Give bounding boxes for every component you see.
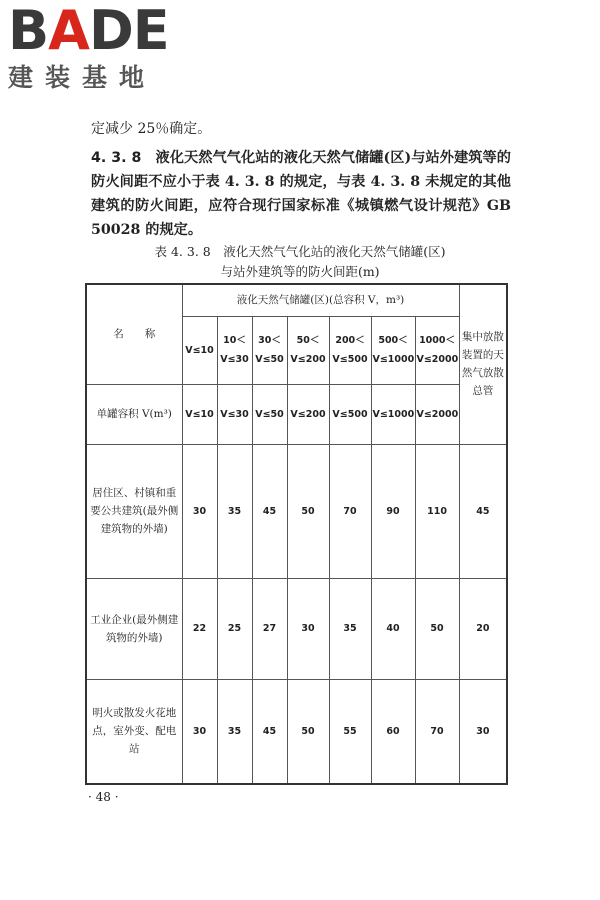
value-cell: [217, 679, 252, 784]
row-value: 70: [430, 725, 444, 737]
row-value: 45: [262, 725, 277, 737]
table-caption-line-1: 表 4. 3. 8 液化天然气气化站的液化天然气储罐(区): [154, 244, 446, 259]
row-value: 70: [343, 505, 357, 517]
value-cell: [329, 444, 371, 578]
value-cell: [415, 444, 459, 578]
row-value: 40: [386, 623, 400, 634]
row-value: 60: [386, 725, 400, 737]
value-cell: [459, 444, 507, 578]
value-cell: [287, 679, 329, 784]
section-number: 4. 3. 8: [91, 150, 142, 166]
volume-range: V≤10: [185, 344, 214, 356]
row-name-cell: [86, 679, 182, 784]
last-col-header-cell: [459, 284, 507, 444]
single-tank-cell: [415, 384, 459, 444]
value-cell: [182, 679, 217, 784]
name-header: 名 称: [113, 328, 156, 341]
volume-range: 50＜V≤200: [290, 335, 326, 365]
row-value: 25: [227, 623, 242, 634]
value-cell: [287, 578, 329, 679]
row-value: 55: [343, 725, 357, 737]
single-tank-cell: [371, 384, 415, 444]
table-row: [86, 444, 507, 578]
single-tank-cell: [182, 384, 217, 444]
volume-range: 200＜V≤500: [332, 335, 368, 365]
single-tank-value: V≤2000: [416, 408, 459, 420]
row-value: 30: [301, 623, 315, 634]
volume-range: 10＜V≤30: [220, 335, 249, 365]
table-row: [86, 679, 507, 784]
row-name-cell: [86, 444, 182, 578]
single-tank-value: V≤1000: [372, 408, 415, 420]
single-tank-cell: [287, 384, 329, 444]
row-name-cell: [86, 578, 182, 679]
value-cell: [182, 578, 217, 679]
group-header: 液化天然气储罐(区)(总容积 V，m³): [236, 294, 405, 307]
volume-range-cell: [329, 316, 371, 384]
page-number: · 48 ·: [88, 790, 119, 804]
single-tank-label-cell: [86, 384, 182, 444]
volume-range-cell: [182, 316, 217, 384]
single-tank-value: V≤30: [220, 408, 249, 420]
row-value: 45: [476, 505, 490, 517]
bade-logo: [8, 0, 169, 94]
name-header-cell: [86, 284, 182, 384]
value-cell: [371, 578, 415, 679]
single-tank-value: V≤200: [290, 408, 326, 420]
row-value: 35: [227, 505, 242, 517]
value-cell: [329, 679, 371, 784]
value-cell: [252, 444, 287, 578]
volume-range: 1000＜V≤2000: [416, 335, 459, 365]
volume-range-cell: [217, 316, 252, 384]
volume-range-cell: [252, 316, 287, 384]
value-cell: [415, 578, 459, 679]
row-value: 50: [430, 623, 444, 634]
table-header-row-1: [86, 284, 507, 316]
row-value: 35: [227, 725, 242, 737]
row-name: 居住区、村镇和重要公共建筑(最外侧建筑物的外墙): [90, 487, 179, 535]
row-value: 27: [262, 623, 277, 634]
value-cell: [459, 578, 507, 679]
group-header-cell: [182, 284, 459, 316]
single-tank-cell: [329, 384, 371, 444]
logo-subtitle: 建装基地: [8, 63, 157, 92]
single-tank-value: V≤500: [332, 408, 368, 420]
value-cell: [287, 444, 329, 578]
row-value: 35: [343, 623, 357, 634]
row-value: 110: [427, 505, 447, 517]
table-row: [86, 578, 507, 679]
table-caption-line-2: 与站外建筑等的防火间距(m): [220, 264, 380, 279]
volume-range-cell: [287, 316, 329, 384]
volume-range: 30＜V≤50: [255, 335, 284, 365]
single-tank-value: V≤50: [255, 408, 284, 420]
single-tank-row: [86, 384, 507, 444]
row-value: 50: [301, 505, 315, 517]
section-paragraph: [91, 146, 511, 242]
row-value: 30: [192, 725, 207, 737]
row-value: 45: [262, 505, 277, 517]
value-cell: [217, 578, 252, 679]
single-tank-label: 单罐容积 V(m³): [96, 408, 172, 420]
row-name: 工业企业(最外侧建筑物的外墙): [90, 613, 179, 644]
row-value: 20: [476, 623, 490, 634]
volume-range-cell: [371, 316, 415, 384]
value-cell: [371, 444, 415, 578]
text-line-1: 定减少 25％确定。: [91, 121, 212, 137]
logo-wordmark: [8, 0, 169, 62]
logo-letters-de: DE: [88, 0, 169, 62]
single-tank-cell: [252, 384, 287, 444]
value-cell: [252, 578, 287, 679]
row-value: 30: [192, 505, 207, 517]
value-cell: [252, 679, 287, 784]
value-cell: [329, 578, 371, 679]
row-value: 22: [192, 623, 207, 634]
row-name: 明火或散发火花地点，室外变、配电站: [92, 707, 177, 756]
logo-letter-a: A: [48, 0, 89, 62]
row-value: 50: [301, 725, 315, 737]
fire-distance-table: [85, 283, 508, 785]
single-tank-value: V≤10: [185, 408, 214, 420]
value-cell: [415, 679, 459, 784]
value-cell: [371, 679, 415, 784]
single-tank-cell: [217, 384, 252, 444]
volume-range-cell: [415, 316, 459, 384]
logo-letter-b: B: [8, 0, 49, 62]
row-value: 30: [476, 725, 490, 737]
row-value: 90: [386, 505, 400, 517]
value-cell: [459, 679, 507, 784]
value-cell: [217, 444, 252, 578]
section-text: 液化天然气气化站的液化天然气储罐(区)与站外建筑等的防火间距不应小于表 4. 3. 8 的规定，与表 4. 3. 8 未规定的其他建筑的防火间距，应符合现行国家标准《城镇燃气设计规范》GB 50028 的规定。: [91, 150, 511, 238]
volume-range: 500＜V≤1000: [372, 335, 415, 365]
value-cell: [182, 444, 217, 578]
last-col-header: 集中放散装置的天然气放散总管: [461, 331, 504, 398]
